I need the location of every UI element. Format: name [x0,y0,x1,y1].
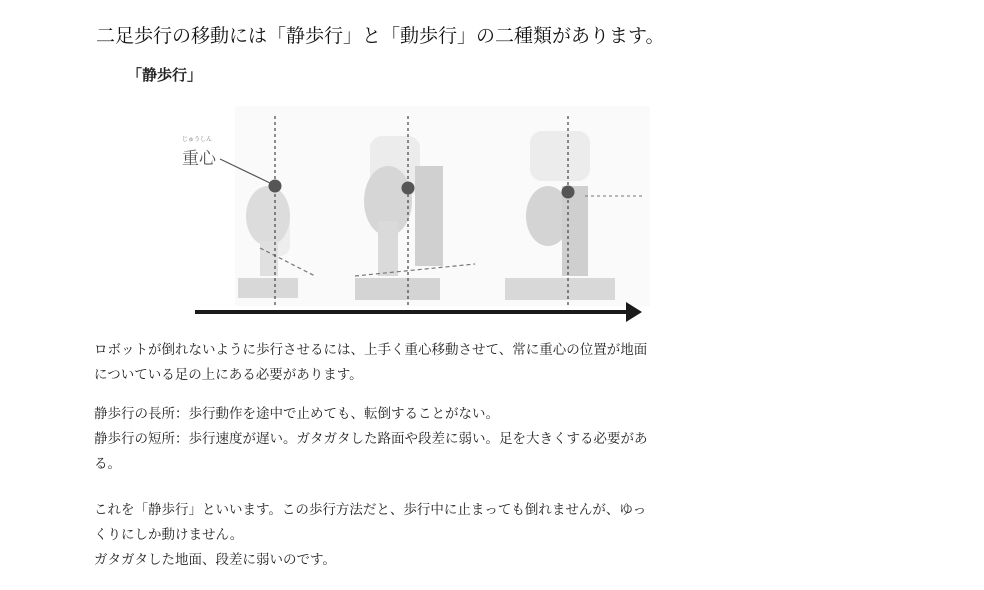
paragraph-3-line: これを「静歩行」といいます。この歩行方法だと、歩行中に止まっても倒れませんが、ゆっ [94,502,647,518]
robot-3-foot [505,278,615,300]
paragraph-2 [94,402,648,477]
robot-2-leg [378,221,398,276]
paragraph-3-line: くりにしか動けません。 [94,527,244,543]
robot-1-leg [260,241,278,276]
center-of-gravity-ruby: じゅうしん [182,136,213,143]
paragraph-2-line: 静歩行の長所：歩行動作を途中で止めても、転倒することがない。 [94,406,499,422]
robot-3-shadow-head [530,131,590,181]
paragraph-1-line: ロボットが倒れないように歩行させるには、上手く重心移動させて、常に重心の位置が地面 [94,342,648,358]
scanned-page [90,58,730,583]
section-title: 「静歩行」 [127,66,203,84]
paragraph-2-line: る。 [94,456,121,472]
robot-3-back [562,186,588,276]
document-heading: 二足歩行の移動には「静歩行」と「動歩行」の二種類があります。 [96,25,665,47]
robot-2-center-of-gravity [402,182,415,195]
paragraph-1 [94,338,647,388]
robot-2-foot [355,278,440,300]
robot-1-center-of-gravity [269,180,282,193]
robot-3-center-of-gravity [562,186,575,199]
walking-diagram-svg [182,106,650,331]
robot-1-torso [246,186,290,246]
robot-1-foot [238,278,298,298]
paragraph-3-line: ガタガタした地面、段差に弱いのです。 [94,552,336,568]
paragraph-3 [94,498,646,573]
walking-diagram [182,106,650,331]
robot-2-back [415,166,443,266]
paragraph-2-line: 静歩行の短所：歩行速度が遅い。ガタガタした路面や段差に弱い。足を大きくする必要があ [94,431,648,447]
center-of-gravity-label: 重心 [182,149,216,169]
paragraph-1-line: についている足の上にある必要があります。 [94,367,363,383]
